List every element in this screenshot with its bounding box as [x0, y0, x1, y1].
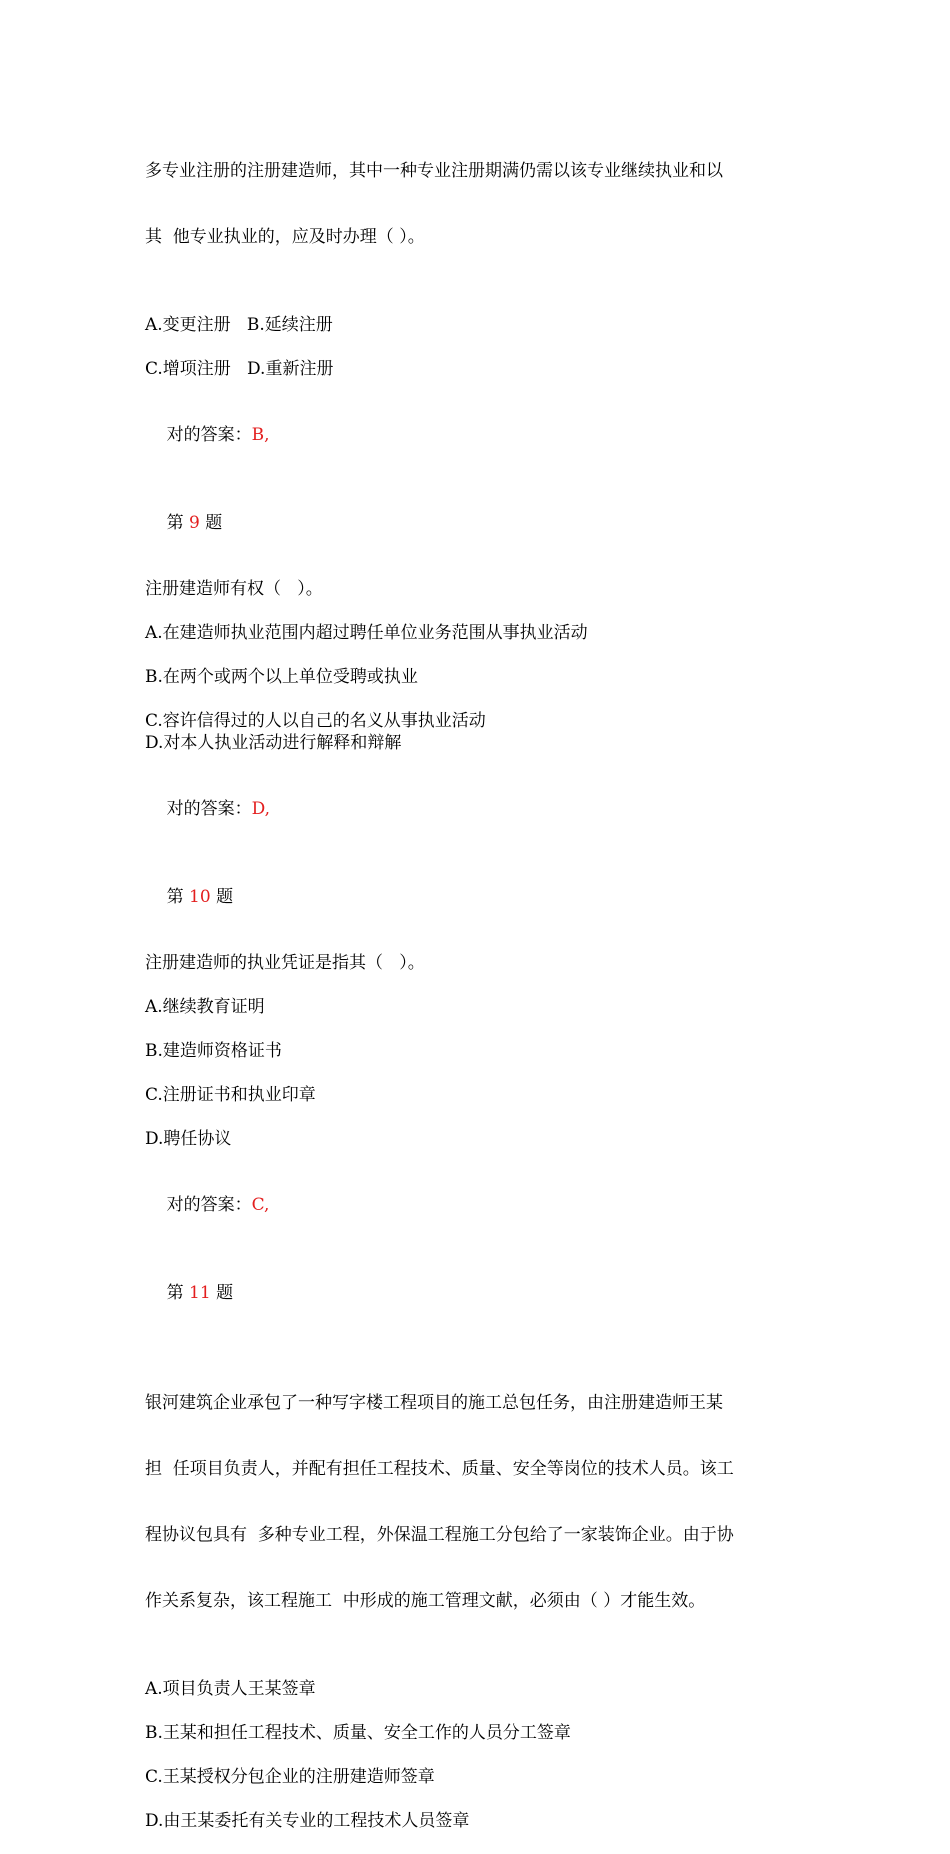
q9-answer	[145, 776, 815, 842]
question-number: 10	[189, 887, 211, 907]
q11-header	[145, 1260, 815, 1326]
answer-value: D,	[251, 799, 271, 819]
q11-stem-line-4: 作关系复杂，该工程施工 中形成的施工管理文献，必须由（ ）才能生效。	[145, 1591, 706, 1611]
q11-option-b: B.王某和担任工程技术、质量、安全工作的人员分工签章	[145, 1723, 571, 1743]
question-header-suffix: 题	[199, 513, 223, 533]
q11-option-a: A.项目负责人王某签章	[145, 1679, 316, 1699]
q11-stem-line-3: 程协议包具有 多种专业工程，外保温工程施工分包给了一家装饰企业。由于协	[145, 1525, 734, 1545]
q10-header	[145, 864, 815, 930]
q8-stem-line-2: 其 他专业执业的，应及时办理（ ）。	[145, 227, 425, 247]
q11-stem-line-1: 银河建筑企业承包了一种写字楼工程项目的施工总包任务，由注册建造师王某	[145, 1393, 723, 1413]
question-header-prefix: 第	[166, 1283, 190, 1303]
q8-answer	[145, 402, 815, 468]
q9-option-d: D.对本人执业活动进行解释和辩解	[145, 733, 402, 753]
q11-option-d: D.由王某委托有关专业的工程技术人员签章	[145, 1811, 470, 1831]
q9-option-c: C.容许信得过的人以自己的名义从事执业活动	[145, 711, 486, 731]
q10-option-b: B.建造师资格证书	[145, 1041, 282, 1061]
q8-options-ab: A.变更注册 B.延续注册	[145, 315, 333, 335]
q10-option-d: D.聘任协议	[145, 1129, 232, 1149]
q10-answer	[145, 1172, 815, 1238]
document-page	[145, 116, 815, 1854]
answer-value: B,	[251, 425, 270, 445]
q9-stem: 注册建造师有权（ ）。	[145, 579, 323, 599]
q8-stem	[145, 116, 815, 292]
q8-stem-line-1: 多专业注册的注册建造师，其中一种专业注册期满仍需以该专业继续执业和以	[145, 161, 723, 181]
q10-option-a: A.继续教育证明	[145, 997, 265, 1017]
answer-label: 对的答案：	[166, 799, 252, 819]
q10-stem: 注册建造师的执业凭证是指其（ ）。	[145, 953, 425, 973]
q9-header	[145, 490, 815, 556]
answer-label: 对的答案：	[166, 425, 252, 445]
answer-label: 对的答案：	[166, 1195, 252, 1215]
question-number: 11	[189, 1283, 211, 1303]
question-header-suffix: 题	[210, 887, 234, 907]
q11-stem	[145, 1348, 815, 1656]
question-header-prefix: 第	[166, 887, 190, 907]
question-number: 9	[189, 513, 200, 533]
question-header-prefix: 第	[166, 513, 190, 533]
q9-option-a: A.在建造师执业范围内超过聘任单位业务范围从事执业活动	[145, 623, 588, 643]
q9-option-b: B.在两个或两个以上单位受聘或执业	[145, 667, 418, 687]
q8-options-cd: C.增项注册 D.重新注册	[145, 359, 334, 379]
question-header-suffix: 题	[210, 1283, 234, 1303]
q10-option-c: C.注册证书和执业印章	[145, 1085, 316, 1105]
q11-option-c: C.王某授权分包企业的注册建造师签章	[145, 1767, 435, 1787]
answer-value: C,	[251, 1195, 270, 1215]
q11-stem-line-2: 担 任项目负责人，并配有担任工程技术、质量、安全等岗位的技术人员。该工	[145, 1459, 734, 1479]
